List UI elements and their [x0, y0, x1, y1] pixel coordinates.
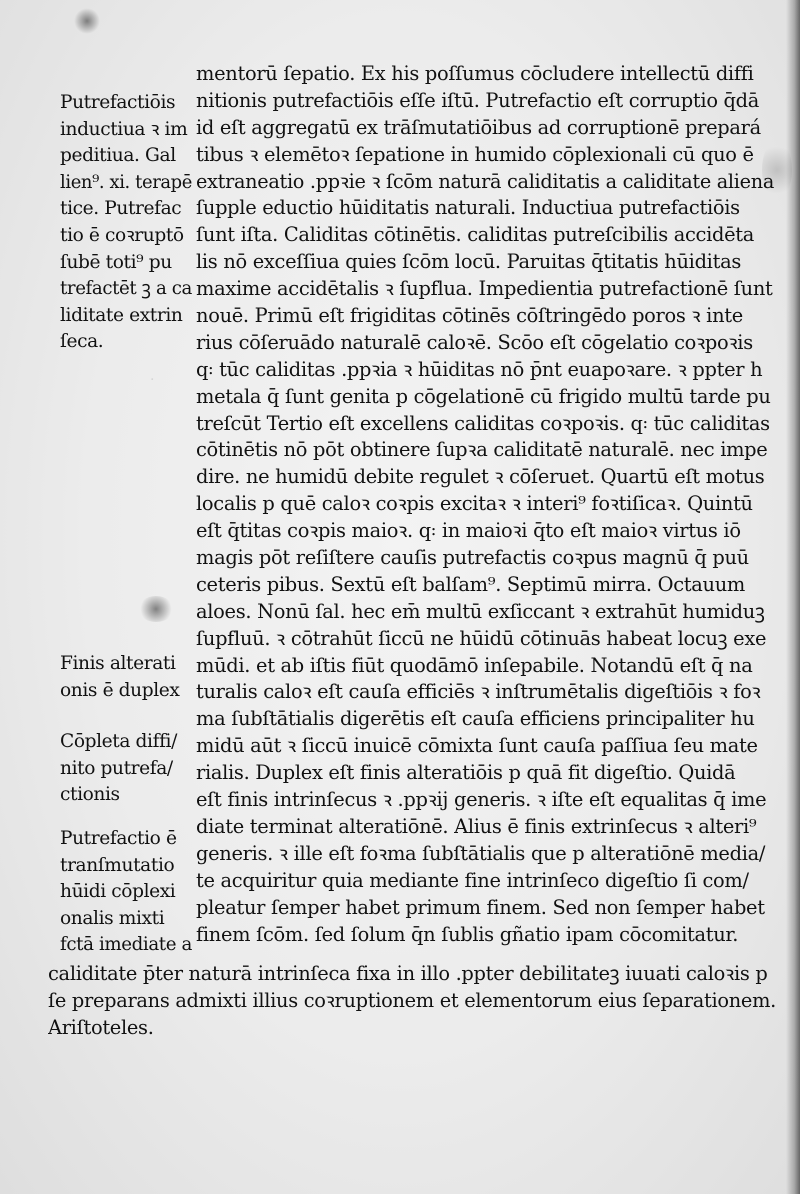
text-line: Ariſtoteles. [48, 1016, 154, 1039]
bleed-through-text: · [150, 372, 155, 388]
gloss-line: hūidi cōplexi [60, 881, 176, 903]
gloss-line: nito putrefa/ [60, 757, 173, 779]
gloss-line: tice. Putrefac [60, 198, 182, 220]
gloss-line: onis ē duplex [60, 679, 180, 701]
text-line: midū aūt ꝛ ſiccū inuicē cōmixta ſunt cauſa paſſiua ſeu mate [196, 734, 758, 758]
text-line: rius cōſeruādo naturalē caloꝛē. Scōo eſt cōgelatio coꝛpoꝛis [196, 330, 753, 354]
gloss-line: inductiua ꝛ im [60, 118, 188, 140]
text-line: dire. ne humidū debite regulet ꝛ cōſeruet. Quartū eſt motus [196, 465, 765, 489]
gloss-line: fctā imediate a [60, 934, 192, 956]
text-line: pleatur ſemper habet primum finem. Sed non ſemper habet [196, 895, 765, 919]
main-text-column [196, 61, 776, 948]
text-line: turalis caloꝛ eſt cauſa efficiēs ꝛ inſtrumētalis digeſtiōis ꝛ foꝛ [196, 680, 761, 704]
text-line: ſupple eductio hūiditatis naturali. Inductiua putrefactiōis [196, 196, 740, 220]
gloss-line: Putrefactiōis [60, 92, 176, 113]
text-line: id eſt aggregatū ex trāſmutatiōibus ad corruptionē prepará [196, 115, 761, 139]
text-line: ſe preparans admixti illius coꝛruptionem et elementorum eius ſeparationem. [48, 989, 776, 1012]
text-line: ceteris pibus. Sextū eſt balſam⁹. Septimū mirra. Octauum [196, 572, 746, 596]
text-line: aloes. Nonū ſal. hec em̄ multū exſiccant ꝛ extrahūt humiduꝫ [196, 599, 765, 623]
text-line: nitionis putrefactiōis eſſe iſtū. Putrefactio eſt corruptio q̄dā [196, 88, 760, 112]
text-line: te acquiritur quia mediante fine intrinſeco digeſtio ſi com/ [196, 868, 749, 892]
text-line: nouē. Primū eſt frigiditas cōtinēs cōſtringēdo poros ꝛ inte [196, 304, 743, 328]
gloss-line: lien⁹. xi. terapē [60, 171, 192, 193]
text-line: mentorū ſepatio. Ex his poſſumus cōcludere intellectū diffi [196, 62, 754, 85]
text-line: lis nō exceſſiua quies ſcōm locū. Paruitas q̄titatis hūiditas [196, 250, 741, 274]
text-line: ſunt iſta. Caliditas cōtinētis. caliditas putreſcibilis accidēta [196, 223, 755, 247]
text-line: eſt q̄titas coꝛpis maioꝛ. q꞉ in maioꝛi q̄to eſt maioꝛ virtus iō [196, 519, 741, 543]
text-line: treſcūt Tertio eſt excellens caliditas coꝛpoꝛis. q꞉ tūc caliditas [196, 411, 770, 435]
gloss-line: onalis mixti [60, 907, 165, 929]
gloss-line: tranſmutatio [60, 854, 175, 876]
text-line: metala q̄ ſunt genita p cōgelationē cū frigido multū tarde pu [196, 384, 771, 408]
text-line: localis p quē caloꝛ coꝛpis excitaꝛ ꝛ interi⁹ foꝛtiſicaꝛ. Quintū [196, 492, 753, 516]
text-line: mūdi. et ab iſtis fiūt quodāmō inſepabile. Notandū eſt q̄ na [196, 653, 753, 677]
text-line: maxime accidētalis ꝛ ſupflua. Impedientia putrefactionē ſunt [196, 277, 773, 301]
text-line: eſt finis intrinſecus ꝛ .ppꝛij generis. ꝛ iſte eſt equalitas q̄ ime [196, 788, 767, 812]
gloss-line: trefactēt ꝫ a ca [60, 278, 192, 300]
text-line: caliditate p̄ter naturā intrinſeca fixa in illo .ppter debilitateꝫ iuuati caloꝛis p [48, 962, 768, 985]
gloss-line: tio ē coꝛruptō [60, 224, 184, 246]
text-line: diate terminat alteratiōnē. Alius ē finis extrinſecus ꝛ alteri⁹ [196, 814, 757, 838]
gloss-line: ſubē toti⁹ pu [60, 251, 172, 273]
margin-gloss-putrefaction [60, 90, 194, 356]
ink-smudge-top [74, 8, 100, 34]
margin-gloss-finis [60, 651, 194, 704]
text-line: ma ſubſtātialis digerētis eſt cauſa efficiens principaliter hu [196, 707, 755, 731]
text-line: generis. ꝛ ille eſt foꝛma ſubſtātialis que p alteratiōnē media/ [196, 841, 766, 865]
margin-gloss-completa [60, 729, 194, 809]
page-edge-shadow [786, 0, 800, 1194]
ink-smudge-margin [138, 596, 174, 622]
gloss-line: ſeca. [60, 331, 104, 353]
text-line: rialis. Duplex eſt finis alteratiōis p quā fit digeſtio. Quidā [196, 761, 736, 785]
gloss-line: ctionis [60, 784, 120, 806]
full-width-text [48, 960, 778, 1041]
text-line: finem ſcōm. ſed ſolum q̄n ſublis gñatio ipam cōcomitatur. [196, 922, 739, 946]
gloss-line: peditiua. Gal [60, 145, 176, 167]
gloss-line: liditate extrin [60, 304, 183, 326]
margin-gloss-definition [60, 826, 194, 959]
gloss-line: Putrefactio ē [60, 828, 177, 849]
gloss-line: Cōpleta diffi/ [60, 731, 177, 752]
text-line: ſupfluū. ꝛ cōtrahūt ſiccū ne hūidū cōtinuās habeat locuꝫ exe [196, 626, 767, 650]
text-line: magis pōt reſiſtere cauſis putrefactis coꝛpus magnū q̄ puū [196, 546, 749, 570]
text-line: q꞉ tūc caliditas .ppꝛia ꝛ hūiditas nō p̄nt euapoꝛare. ꝛ ppter h [196, 357, 763, 381]
gloss-line: Finis alterati [60, 653, 176, 674]
text-line: extraneatio .ppꝛie ꝛ ſcōm naturā caliditatis a caliditate aliena [196, 169, 774, 193]
text-line: cōtinētis nō pōt obtinere ſupꝛa caliditatē naturalē. nec impe [196, 438, 768, 462]
text-line: tibus ꝛ elemētoꝛ ſepatione in humido cōplexionali cū quo ē [196, 142, 754, 166]
